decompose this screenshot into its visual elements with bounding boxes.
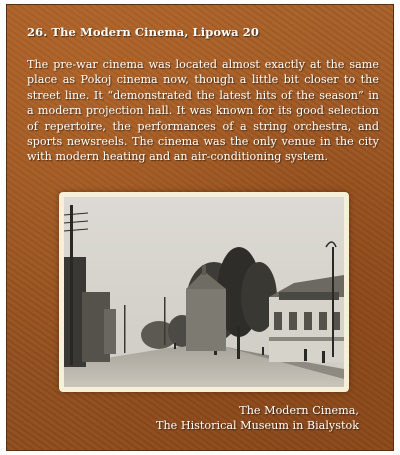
article-body: The pre-war cinema was located almost exactly at the same place as Pokoj cinema now, though a little bit closer to the street line. It “demonstrated the latest hits of the season” in a modern projection hall. It was known for its good selection of repertoire, the performances of a string orchestra, and sports newsreels. The cinema was the only venue in the city with modern heating and an air-conditioning system. [27, 58, 379, 164]
historical-street-photo [64, 197, 344, 387]
photo-caption [119, 403, 359, 433]
article-title: 26. The Modern Cinema, Lipowa 20 [27, 25, 259, 39]
article-panel [6, 4, 394, 451]
caption-line-2: The Historical Museum in Bialystok [156, 419, 359, 432]
caption-line-1: The Modern Cinema, [239, 404, 359, 417]
photo-frame [59, 192, 349, 392]
